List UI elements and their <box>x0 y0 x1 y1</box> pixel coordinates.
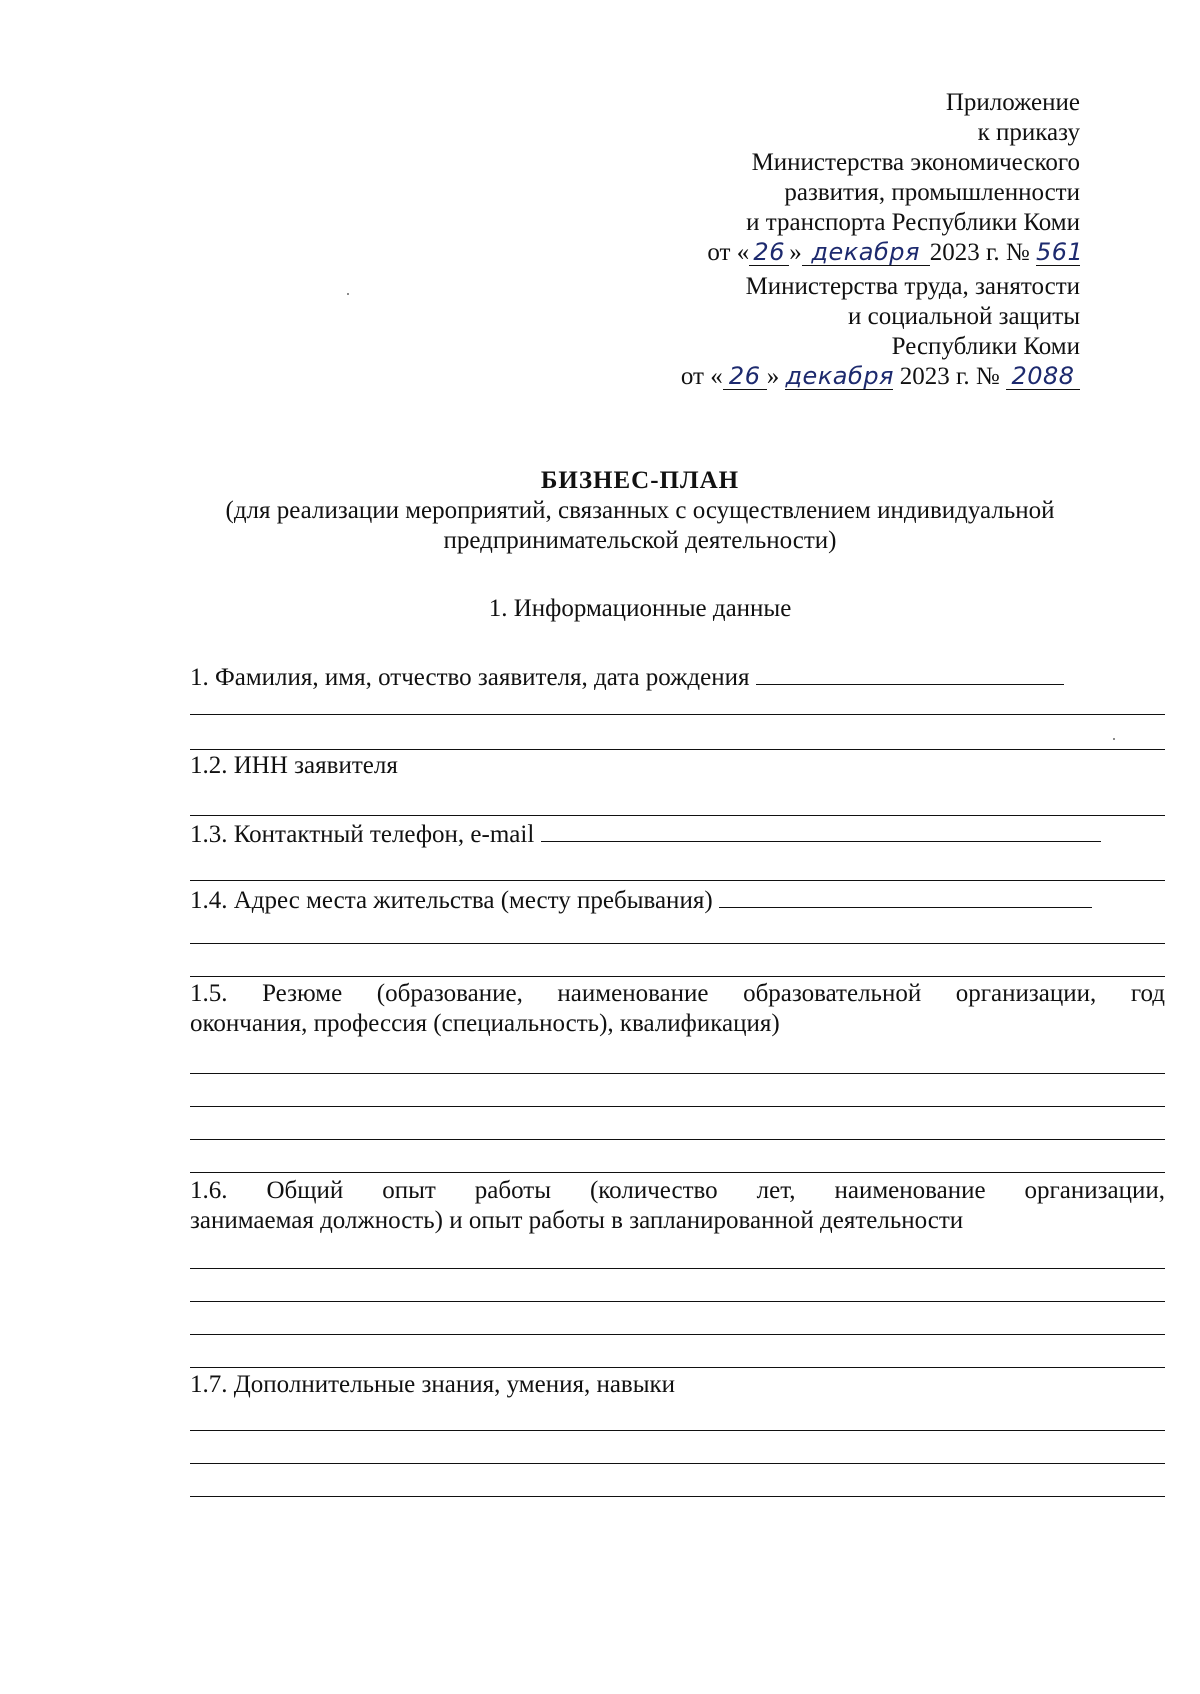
approval-line: Приложение <box>945 89 1080 116</box>
field-label: 1.3. Контактный телефон, e-mail <box>190 821 535 848</box>
handwritten-day: 26 <box>723 363 767 390</box>
field-label-line: 1.5. Резюме (образование, наименование образовательной организации, год <box>190 980 1165 1007</box>
field-additional-skills <box>190 1370 1165 1400</box>
handwritten-day: 26 <box>749 239 789 266</box>
handwritten-number: 561 <box>1036 238 1084 266</box>
field-label: 1.4. Адрес места жительства (месту пребывания) <box>190 887 713 914</box>
field-applicant-name <box>190 660 1165 693</box>
order-year: 2023 г. № <box>899 363 1000 390</box>
handwritten-month: декабря <box>785 362 894 390</box>
approval-line: и транспорта Республики Коми <box>746 209 1080 236</box>
section-heading: 1. Информационные данные <box>488 595 792 622</box>
scan-speck <box>347 293 349 295</box>
field-contact-phone <box>190 817 1165 850</box>
field-label: 1. Фамилия, имя, отчество заявителя, дата рождения <box>190 664 750 691</box>
fill-line[interactable] <box>190 1172 1165 1173</box>
field-label-line: окончания, профессия (специальность), квалификация) <box>190 1010 780 1037</box>
approval-line: развития, промышленности <box>784 179 1080 206</box>
document-title: БИЗНЕС-ПЛАН <box>540 467 740 494</box>
fill-line[interactable] <box>190 1334 1165 1335</box>
field-resume <box>190 979 1165 1039</box>
field-label-line: 1.6. Общий опыт работы (количество лет, наименование организации, <box>190 1177 1165 1204</box>
fill-line[interactable] <box>190 749 1165 750</box>
approval-line: Министерства экономического <box>751 149 1080 176</box>
fill-line[interactable] <box>190 1463 1165 1464</box>
fill-line[interactable] <box>541 817 1101 842</box>
handwritten-number: 2088 <box>1006 363 1080 390</box>
document-subtitle-line: предпринимательской деятельности) <box>443 527 837 554</box>
field-label: 1.7. Дополнительные знания, умения, навыки <box>190 1371 676 1398</box>
order-quote-close: » <box>789 239 802 266</box>
field-inn <box>190 751 1165 781</box>
approval-stamp-block <box>680 88 1084 396</box>
order-quote-close: » <box>766 363 780 390</box>
title-block <box>180 466 1100 556</box>
handwritten-month: декабря <box>802 239 930 266</box>
fill-line[interactable] <box>190 1106 1165 1107</box>
fill-line[interactable] <box>190 1367 1165 1368</box>
fill-line[interactable] <box>190 1301 1165 1302</box>
order-from: от « <box>707 239 750 266</box>
fill-line[interactable] <box>190 815 1165 816</box>
order-date-line-2 <box>681 362 1080 396</box>
order-year: 2023 г. № <box>929 239 1030 266</box>
approval-line: Республики Коми <box>891 333 1080 360</box>
fill-line[interactable] <box>190 714 1165 715</box>
fill-line[interactable] <box>190 976 1165 977</box>
fill-line[interactable] <box>190 1496 1165 1497</box>
scan-speck <box>1113 738 1115 740</box>
approval-line: к приказу <box>977 119 1080 146</box>
fill-line[interactable] <box>190 1073 1165 1074</box>
field-address <box>190 883 1165 916</box>
fill-line[interactable] <box>190 1139 1165 1140</box>
field-label-line: занимаемая должность) и опыт работы в запланированной деятельности <box>190 1207 964 1234</box>
fill-line[interactable] <box>190 1430 1165 1431</box>
field-label: 1.2. ИНН заявителя <box>190 752 398 779</box>
field-work-experience <box>190 1176 1165 1236</box>
fill-line[interactable] <box>190 1268 1165 1269</box>
fill-line[interactable] <box>190 880 1165 881</box>
order-from: от « <box>680 363 723 390</box>
fill-line[interactable] <box>756 660 1064 685</box>
fill-line[interactable] <box>190 943 1165 944</box>
approval-line: и социальной защиты <box>847 303 1080 330</box>
order-date-line-1 <box>681 238 1084 272</box>
fill-line[interactable] <box>719 883 1092 908</box>
document-subtitle-line: (для реализации мероприятий, связанных с осуществлением индивидуальной <box>225 497 1055 524</box>
approval-line: Министерства труда, занятости <box>745 273 1080 300</box>
